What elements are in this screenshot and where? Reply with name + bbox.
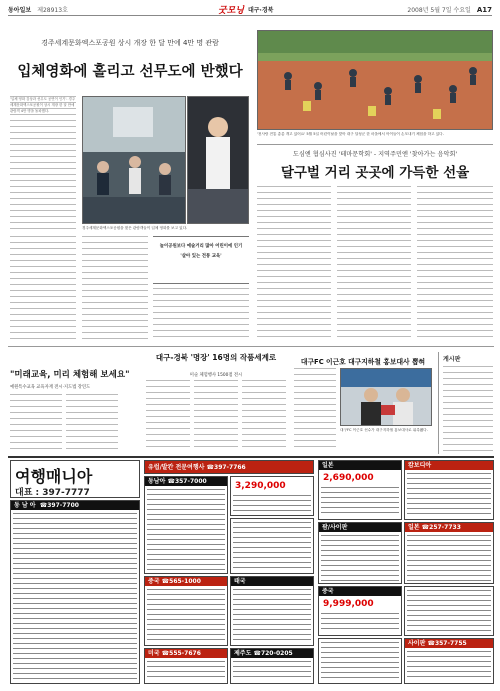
ad6-rows — [147, 661, 225, 681]
ad10-bar — [319, 523, 401, 532]
ad-block-2[interactable] — [230, 476, 314, 516]
travel-sub-bar: 동 남 아 ☎397-7700 — [11, 501, 139, 510]
ad15-bar: 사이판 ☎357-7755 — [405, 639, 493, 648]
ad12-price: 9,999,000 — [323, 599, 374, 609]
travel-sub-title: 동 남 아 — [14, 502, 36, 509]
article1-col1b — [10, 236, 76, 341]
travel-sub-tel: 397-7700 — [47, 502, 79, 509]
ad1-tel: 357-7000 — [174, 478, 207, 485]
notice-title: 게시판 — [443, 356, 461, 363]
section-divider — [8, 346, 494, 347]
article4-col3 — [242, 380, 286, 450]
article2-col3 — [417, 186, 493, 341]
europe-title: 유럽/발칸 전문여행사 — [148, 464, 205, 471]
article4-col2 — [194, 380, 238, 450]
ad-block-10[interactable] — [318, 522, 402, 584]
ad8-title: 일본 — [322, 462, 334, 469]
europe-tel: 397-7766 — [214, 464, 246, 471]
article2-subhead: 도심엔 협심사진 '테마문학회' - 지역주민엔 '찾아가는 음악회' — [292, 151, 458, 158]
ad-europe[interactable] — [144, 460, 314, 474]
ad9-rows — [407, 473, 491, 517]
ad7-bar: 제주도 ☎720-0205 — [231, 649, 313, 658]
article1-col1 — [10, 96, 76, 232]
article1-photo — [82, 96, 186, 224]
ad12-rows — [321, 613, 399, 633]
article5-photo-caption: 대구FC 이근호 선수가 대구지하철 홍보대사로 위촉됐다. — [340, 428, 428, 432]
ad4-rows — [147, 589, 225, 643]
ad1-bar: 동남아 ☎357-7000 — [145, 477, 227, 486]
ad15-title: 사이판 — [408, 640, 426, 647]
ad11-bar: 일본 ☎257-7733 — [405, 523, 493, 532]
ad7-rows — [233, 661, 311, 681]
ad7-tel: 720-0205 — [260, 650, 293, 657]
article5-photo — [340, 368, 432, 426]
ad-block-4[interactable] — [144, 576, 228, 646]
ad14-rows — [321, 642, 399, 682]
divider — [257, 144, 493, 145]
ad1-rows — [147, 489, 225, 571]
ad12-bar — [319, 587, 401, 596]
ad-block-5[interactable] — [230, 576, 314, 646]
article1-sidebox — [153, 236, 249, 284]
ad4-tel: 565-1000 — [169, 578, 201, 585]
paper-name: 동아일보 — [8, 7, 32, 14]
ad9-title: 캄보디아 — [408, 462, 432, 469]
ad-divider — [8, 456, 494, 458]
notice-board — [438, 352, 494, 454]
article1-col3 — [153, 288, 249, 341]
travel-price-rows — [13, 513, 137, 681]
ad1-title: 동남아 — [148, 478, 166, 485]
ad13-rows — [407, 590, 491, 634]
article1-photo-caption: 경주세계문화엑스포공원을 찾은 관람객들이 입체 영화를 보고 있다. — [82, 226, 188, 230]
article2-photo — [257, 30, 493, 130]
ad11-rows — [407, 535, 491, 581]
article2-photo-caption: '천사랑 전통 총총 개고 있어요' 5월 5일 어린이날을 맞아 대구 달성군 한 마을에서 아이들이 손모내기 체험을 하고 있다. — [257, 132, 444, 136]
ad10-title: 괌/사이판 — [322, 524, 348, 531]
ad7-title: 제주도 — [234, 650, 252, 657]
article1-headline: 입체영화에 홀리고 선무도에 반했다 — [17, 64, 243, 80]
sidebox-subtitle: '살아 있는 전통 교육' — [180, 254, 222, 259]
article3-subhead: 예원특수교육 교육자재 전시·지도법 강연도 — [10, 385, 91, 390]
article4-headline: 대구-경북 '명장' 16명의 작품세계로 — [155, 353, 277, 362]
ad11-title: 일본 — [408, 524, 420, 531]
ad-block-7[interactable] — [230, 648, 314, 684]
section-region: 대구·경북 — [247, 7, 274, 14]
ad8-price: 2,690,000 — [323, 473, 374, 483]
article1-photo2 — [187, 96, 249, 224]
article2-col2 — [337, 186, 411, 341]
sidebox-title: 놀이공원보다 예술거리 많아 어린이에 인기 — [159, 244, 243, 249]
ad9-bar — [405, 461, 493, 470]
ad-block-1[interactable] — [144, 476, 228, 574]
ad12-title: 중국 — [322, 588, 334, 595]
ad-block-14[interactable] — [318, 638, 402, 684]
issue-date: 2008년 5월 7일 수요일 — [407, 7, 471, 14]
ad-block-9[interactable] — [404, 460, 494, 520]
article1-subhead: 경주세계문화엑스포공원 상시 개장 한 달 만에 4만 명 관람 — [41, 39, 219, 47]
ad15-rows — [407, 651, 491, 681]
ad-block-3[interactable] — [230, 518, 314, 574]
ad-block-8[interactable] — [318, 460, 402, 520]
ad2-rows — [233, 495, 311, 515]
notice-body — [443, 366, 493, 452]
ad4-bar: 중국 ☎565-1000 — [145, 577, 227, 586]
ad8-rows — [321, 487, 399, 517]
section-logo: 굿모닝 — [217, 6, 244, 16]
article3-col2 — [66, 394, 118, 450]
ambassador-photo — [341, 369, 432, 426]
page-header — [8, 4, 492, 16]
ad15-tel: 357-7755 — [434, 640, 467, 647]
article3-headline: "미래교육, 미리 체험해 보세요" — [10, 370, 130, 380]
ad-block-15[interactable] — [404, 638, 494, 684]
ad-block-12[interactable] — [318, 586, 402, 636]
article1-body: '입체 영화 감상과 선무도 공연이 인기'. 경주세계문화엑스포공원이 상시 개장 한 달 만에 관람객 4만 명을 돌파했다. — [10, 97, 76, 113]
ad3-rows — [233, 522, 311, 572]
ad5-rows — [233, 589, 311, 643]
ad-travel-logo[interactable] — [10, 460, 140, 498]
ad5-title: 태국 — [234, 578, 246, 585]
ad-block-6[interactable] — [144, 648, 228, 684]
issue-number: 제28913호 — [37, 7, 68, 14]
article5-headline: 대구FC 이근호 대구지하철 홍보대사 뽑혀 — [300, 358, 426, 366]
article2-col1 — [257, 186, 331, 341]
ad6-bar: 미국 ☎555-7676 — [145, 649, 227, 658]
article4-subhead: 미술 체험행사 1500점 전시 — [189, 373, 243, 378]
ad-travel-list[interactable] — [10, 500, 140, 684]
mud-field-photo — [258, 31, 493, 130]
ad8-bar — [319, 461, 401, 470]
travel-brand: 여행매니아 — [15, 467, 93, 486]
ad11-tel: 257-7733 — [429, 524, 461, 531]
article3-col1 — [10, 394, 62, 450]
yoga-photo — [83, 97, 186, 224]
ad-block-11[interactable] — [404, 522, 494, 584]
page-number: A17 — [476, 5, 492, 14]
europe-bar: 유럽/발칸 전문여행사 ☎397-7766 — [145, 461, 313, 474]
ad-block-13[interactable] — [404, 586, 494, 636]
ad2-price: 3,290,000 — [235, 481, 286, 491]
ad6-tel: 555-7676 — [169, 650, 201, 657]
ad5-bar — [231, 577, 313, 586]
article4-col1 — [146, 380, 190, 450]
ad10-rows — [321, 535, 399, 581]
ad4-title: 중국 — [148, 578, 160, 585]
travel-rep-phone: 대표 : 397-7777 — [15, 488, 90, 498]
article1-col2 — [82, 236, 148, 341]
article5-col1 — [294, 368, 336, 452]
article2-headline: 달구벌 거리 곳곳에 가득한 선율 — [280, 165, 470, 181]
ad6-title: 미국 — [148, 650, 160, 657]
